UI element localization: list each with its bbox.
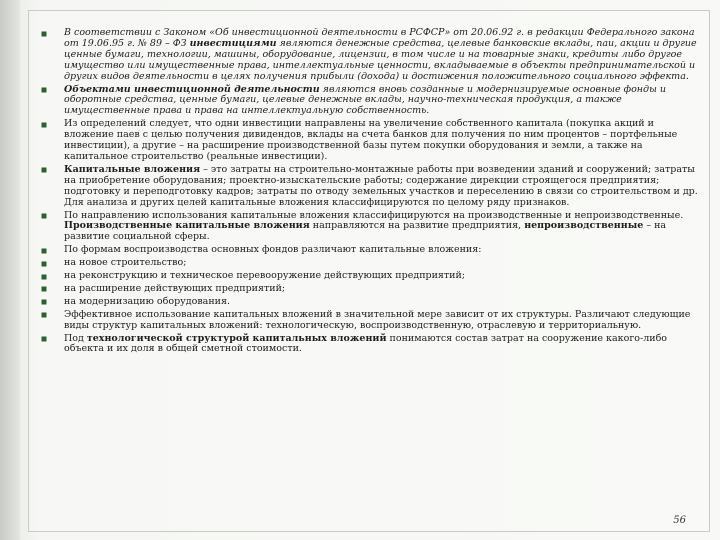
list-item [40,284,700,295]
text-run: Из определений следует, что одни инвестиции направлены на увеличение собственного капитала (покупка акций и вложение паев с целью получения дивидендов, вклады на счета банков для получения по ним процентов – портфельные инвестиции), а другие – на расширение производственной базы путем покупки оборудования и земли, а также на капитальное строительство (реальные инвестиции). [64,118,678,162]
bold-term: Производственные капитальные вложения [64,220,310,232]
list-item [40,271,700,282]
bold-term: непроизводственные [524,220,644,232]
bold-term: инвестициями [189,37,277,49]
list-item [40,85,700,118]
text-run: Эффективное использование капитальных вложений в значительной мере зависит от их структуры. Различают следующие виды структур капитальных вложений: технологическую, воспроизводственную, отраслевую и территориальную. [64,308,691,331]
text-run: – это затраты на строительно-монтажные работы при возведении зданий и сооружений; затраты на приобретение оборудования; проектно-изыскательские работы; содержание дирекции строящегося предприятия; подготовку и переподготовку кадров; затраты по отводу земельных участков и переселению в связи со строительством и др. Для анализа и других целей капитальные вложения классифицируются по целому ряду признаков. [64,163,698,208]
list-item [40,245,700,256]
bullet-icon [41,299,47,305]
text-run: направляются на развитие предприятия, [309,220,525,232]
text-run: По формам воспроизводства основных фондов различают капитальные вложения: [64,244,482,256]
list-item [40,258,700,269]
bullet-icon [41,31,47,37]
bullet-icon [41,167,47,173]
bullet-icon [41,122,47,128]
text-run: понимаются состав затрат на сооружение какого-либо объекта и их доля в общей сметной стоимости. [64,332,668,355]
bold-term: Капитальные вложения [64,163,201,175]
bullet-icon [41,261,47,267]
text-run: на реконструкцию и техническое перевооружение действующих предприятий; [64,270,466,282]
bold-term: технологической структурой капитальных вложений [86,332,387,344]
list-item [40,28,700,83]
text-run: В соответствии с Законом «Об инвестиционной деятельности в РСФСР» от 20.06.92 г. в редакции Федерального закона от 19.06.95 г. № 89 – ФЗ [64,27,695,49]
bullet-icon [41,312,47,318]
bullet-icon [41,87,47,93]
text-run: По направлению использования капитальные вложения классифицируются на производственные и непроизводственные. [64,209,684,221]
bullet-icon [41,213,47,219]
text-run: являются вновь созданные и модернизируемые основные фонды и оборотные средства, ценные бумаги, целевые денежные вклады, научно-техническая продукция, а также имущественные права и права на интеллектуальную собственность. [64,83,666,117]
list-item [40,165,700,209]
list-item [40,334,700,356]
text-run: на расширение действующих предприятий; [64,282,286,294]
text-run: являются денежные средства, целевые банковские вклады, паи, акции и другие ценные бумаги, технологии, машины, оборудование, лицензии, в том числе и на товарные знаки, кредиты либо другое имущество или имущественные права, интеллектуальные ценности, вкладываемые в объекты предпринимательской и других видов деятельности в целях получения прибыли (дохода) и достижения положительного социального эффекта. [64,37,697,82]
text-run: – на развитие социальной сферы. [64,220,667,243]
bullet-icon [41,248,47,254]
list-item [40,119,700,163]
list-item [40,211,700,244]
page-number: 56 [673,515,686,526]
bullet-list [40,28,700,357]
bullet-icon [41,274,47,280]
left-edge-shade [0,0,20,540]
list-item [40,297,700,308]
bullet-icon [41,286,47,292]
list-item [40,310,700,332]
bold-term: Объектами инвестиционной деятельности [64,83,320,95]
text-run: на модернизацию оборудования. [64,295,231,307]
text-run: на новое строительство; [64,257,187,269]
text-run: Под [64,332,87,344]
bullet-icon [41,336,47,342]
